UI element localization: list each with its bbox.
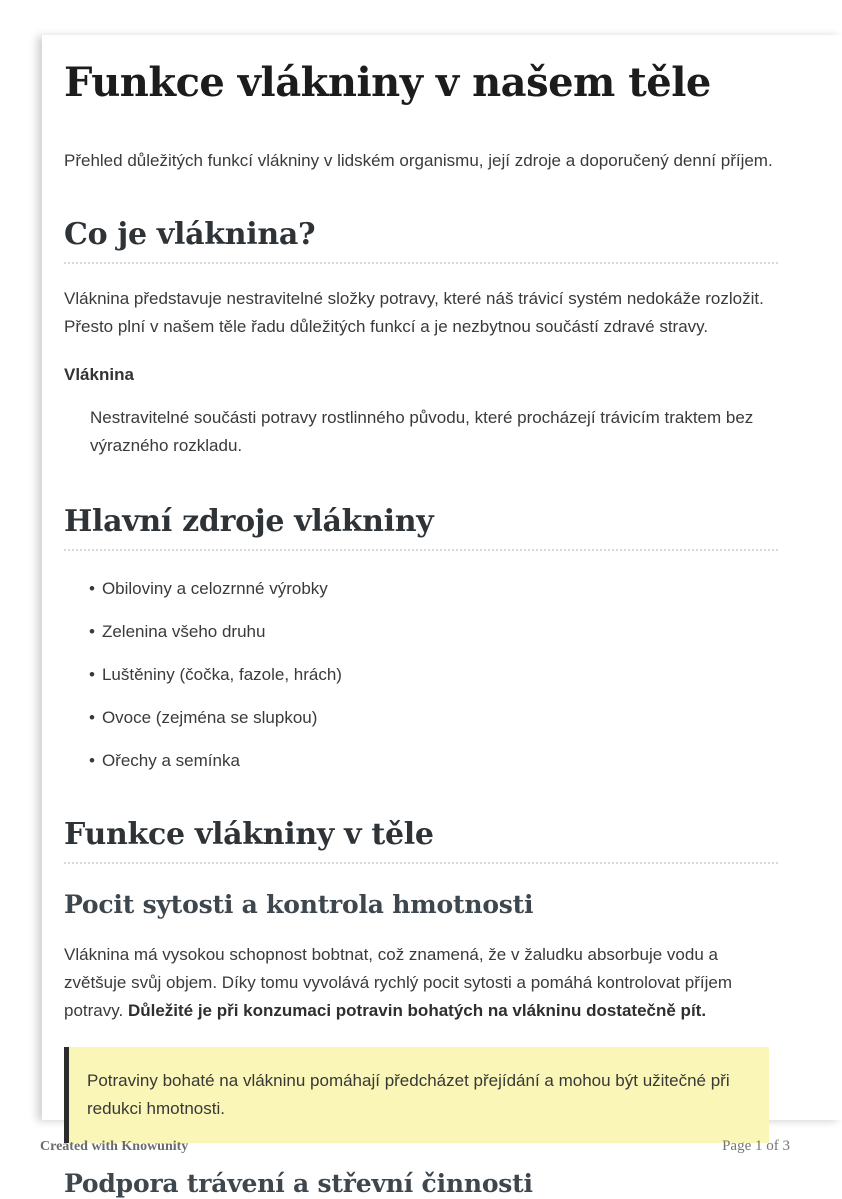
bullet-icon: • [89, 665, 95, 684]
section-heading-fiber-functions: Funkce vlákniny v těle [64, 817, 778, 864]
highlight-callout-text: Potraviny bohaté na vlákninu pomáhají předcházet přejídání a mohou být užitečné při redukci hmotnosti. [87, 1071, 730, 1118]
list-item [89, 706, 778, 730]
list-item [89, 663, 778, 687]
footer-page-number: Page 1 of 3 [722, 1138, 790, 1154]
bullet-icon: • [89, 751, 95, 770]
satiety-paragraph [64, 941, 778, 1025]
highlight-callout [64, 1047, 769, 1143]
bullet-icon: • [89, 708, 95, 727]
list-item-label: Luštěniny (čočka, fazole, hrách) [101, 665, 342, 684]
fiber-sources-list [64, 577, 778, 773]
bullet-icon: • [89, 579, 95, 598]
page-footer [40, 1138, 790, 1155]
bullet-icon: • [89, 622, 95, 641]
subsection-heading-satiety: Pocit sytosti a kontrola hmotnosti [64, 890, 534, 919]
document-title: Funkce vlákniny v našem těle [64, 59, 711, 106]
list-item [89, 749, 778, 773]
list-item [89, 620, 778, 644]
what-is-fiber-paragraph: Vláknina představuje nestravitelné složky potravy, které náš trávicí systém nedokáže rozložit. Přesto plní v našem těle řadu důležitých funkcí a je nezbytnou součástí zdravé stravy. [64, 289, 764, 336]
definition-text: Nestravitelné součásti potravy rostlinného původu, které procházejí trávicím traktem bez výrazného rozkladu. [90, 408, 754, 455]
list-item-label: Ovoce (zejména se slupkou) [101, 708, 318, 727]
document-content [42, 35, 802, 1199]
subsection-heading-digestion: Podpora trávení a střevní činnosti [64, 1169, 533, 1198]
section-heading-what-is-fiber: Co je vláknina? [64, 217, 778, 264]
list-item-label: Zelenina všeho druhu [101, 622, 266, 641]
footer-created-with: Created with Knowunity [40, 1139, 189, 1154]
section-heading-fiber-sources: Hlavní zdroje vlákniny [64, 504, 778, 551]
list-item-label: Ořechy a semínka [101, 751, 240, 770]
list-item-label: Obiloviny a celozrnné výrobky [101, 579, 328, 598]
satiety-paragraph-text: Vláknina má vysokou schopnost bobtnat, což znamená, že v žaludku absorbuje vodu a zvětšuje svůj objem. Díky tomu vyvolává rychlý pocit sytosti a pomáhá kontrolovat příjem potravy. [64, 945, 732, 1020]
satiety-paragraph-bold-note: Důležité je při konzumaci potravin bohatých na vlákninu dostatečně pít. [127, 1001, 707, 1020]
definition-term: Vláknina [64, 365, 134, 384]
list-item [89, 577, 778, 601]
document-intro: Přehled důležitých funkcí vlákniny v lidském organismu, její zdroje a doporučený denní příjem. [64, 151, 773, 170]
